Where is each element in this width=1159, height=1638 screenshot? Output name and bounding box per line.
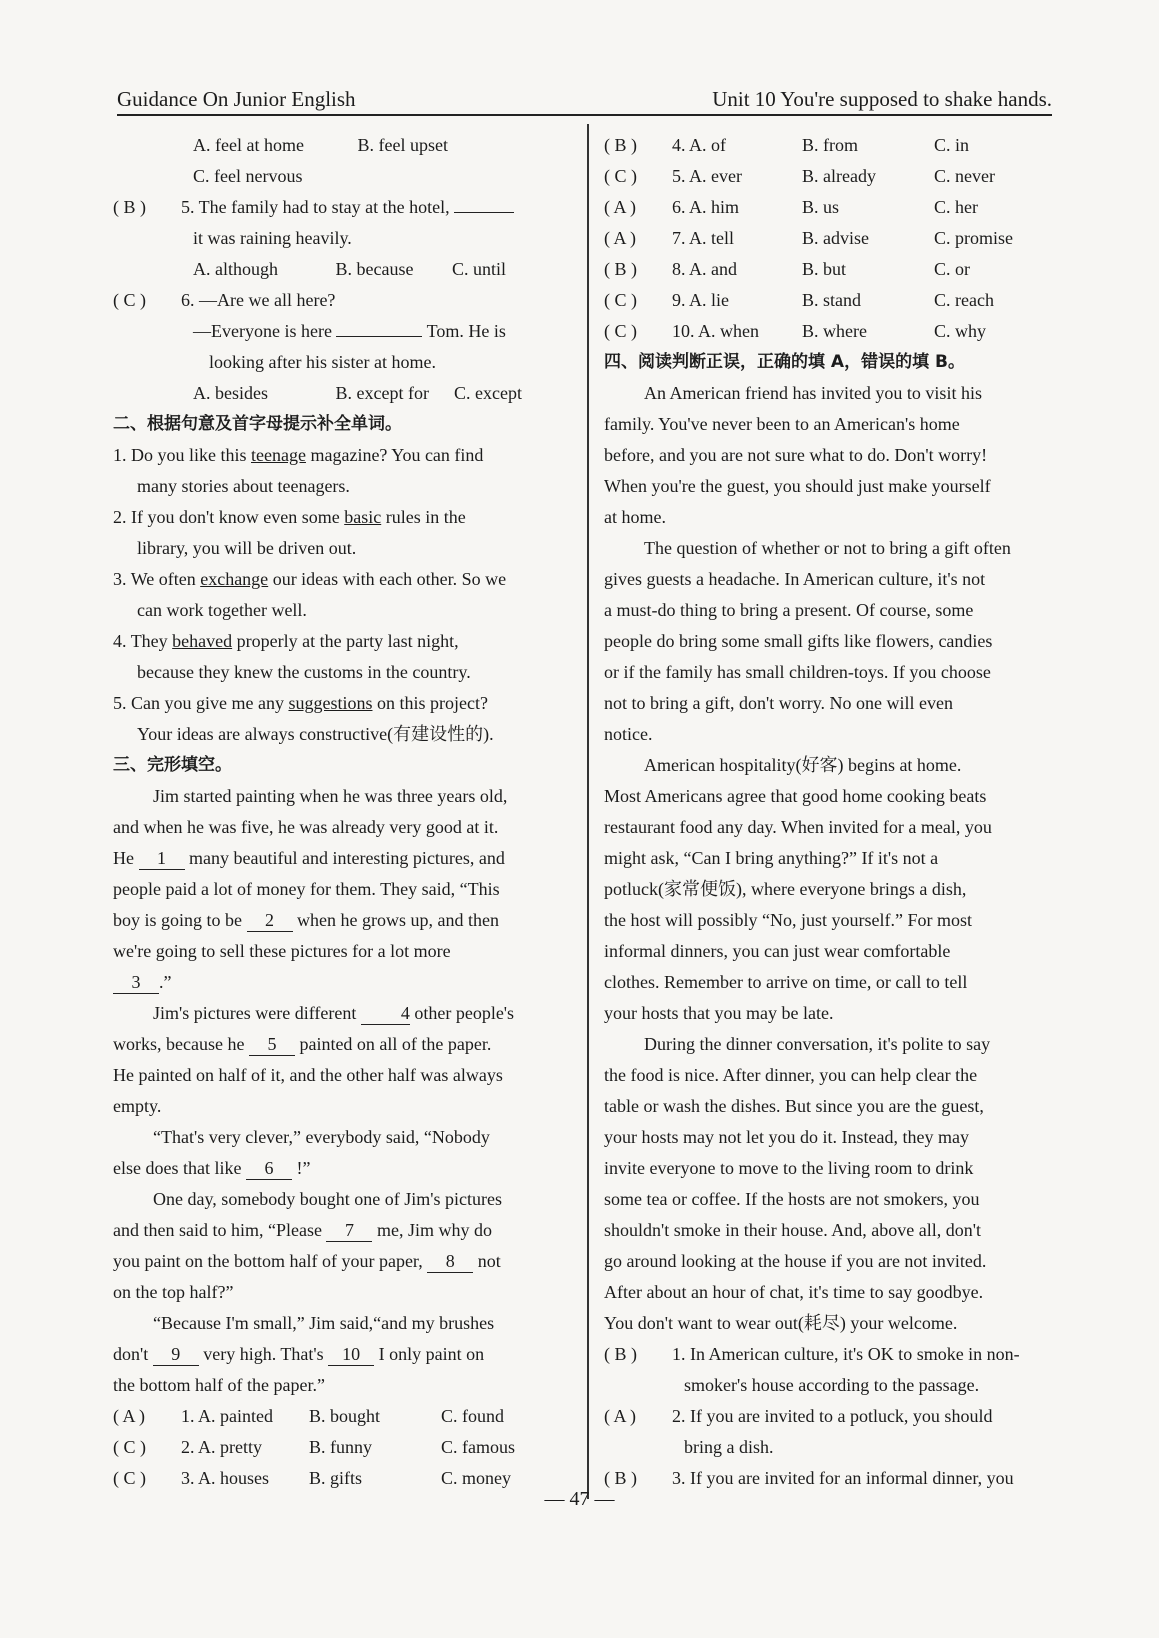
list-item: 3. We often exchange our ideas with each other. So we <box>113 569 507 589</box>
q6-stem: ( C ) 6. —Are we all here? <box>113 285 569 316</box>
cloze-answers-left <box>113 1401 569 1494</box>
column-divider <box>587 124 589 1499</box>
q5-options: A. although B. because C. until <box>193 259 507 279</box>
right-column <box>604 130 1056 1494</box>
answer-mark: ( B ) <box>113 197 146 217</box>
list-item: ( B ) 8. A. and B. but C. or <box>604 259 970 279</box>
list-item: ( B ) 3. If you are invited for an informal dinner, you <box>604 1468 1014 1488</box>
list-item: ( C ) 10. A. when B. where C. why <box>604 321 987 341</box>
q4-option-c: C. feel nervous <box>193 166 303 186</box>
section-3-title: 三、完形填空。 <box>113 755 232 775</box>
cloze-blank: 7 <box>326 1219 372 1242</box>
book-title: Guidance On Junior English <box>117 87 356 111</box>
list-item: 1. Do you like this teenage magazine? You can find <box>113 445 484 465</box>
cloze-blank: 1 <box>139 847 185 870</box>
cloze-blank: 5 <box>249 1033 295 1056</box>
list-item: ( C ) 9. A. lie B. stand C. reach <box>604 290 994 310</box>
answer-blank <box>454 212 514 213</box>
list-item: 4. They behaved properly at the party last night, <box>113 631 459 651</box>
section-2-title: 二、根据句意及首字母提示补全单词。 <box>113 414 402 434</box>
list-item: ( A ) 1. A. painted B. bought C. found <box>113 1406 504 1426</box>
list-item: ( C ) 5. A. ever B. already C. never <box>604 166 995 186</box>
list-item: ( C ) 3. A. houses B. gifts C. money <box>113 1468 511 1488</box>
cloze-blank: 2 <box>247 909 293 932</box>
cloze-blank: 6 <box>246 1157 292 1180</box>
reading-passage: An American friend has invited you to visit his family. You've never been to an American's home before, and you are not sure what to do. Don't worry! When you're the guest, you should just make yourself at home. The question of whether or not to bring a gift often gives guests a headache. In American culture, it's not a must-do thing to bring a present. Of course, some people do bring some small gifts like flowers, candies or if the family has small children-toys. If you choose not to bring a gift, don't worry. No one will even notice. American hospitality(好客) begins at home. Most Americans agree that good home cooking beats restaurant food any day. When invited for a meal, you might ask, “Can I bring anything?” If it's not a potluck(家常便饭), where everyone brings a dish, the host will possibly “No, just yourself.” For most informal dinners, you can just wear comfortable clothes. Remember to arrive on time, or call to tell your hosts that you may be late. During the dinner conversation, it's polite to say the food is nice. After dinner, you can help clear the table or wash the dishes. But since you are the guest, your hosts may not let you do it. Instead, they may invite everyone to move to the living room to drink some tea or coffee. If the hosts are not smokers, you shouldn't smoke in their house. And, above all, don't go around looking at the house if you are not invited. After about an hour of chat, it's time to say goodbye. You don't want to wear out(耗尽) your welcome. <box>604 383 1011 1333</box>
page-header <box>117 82 1052 116</box>
cloze-answers-right <box>604 130 1056 347</box>
list-item: 5. Can you give me any suggestions on this project? <box>113 693 488 713</box>
list-item: ( A ) 2. If you are invited to a potluck, you should <box>604 1406 993 1426</box>
cloze-passage: Jim started painting when he was three years old, and when he was five, he was already very good at it. He 1 many beautiful and interesting pictures, and people paid a lot of money for them. They said, “This boy is going to be 2 when he grows up, and then we're going to sell these pictures for a lot more 3 .” Jim's pictures were different 4 other people's works, because he 5 painted on all of the paper. He painted on half of it, and the other half was always empty. “That's very clever,” everybody said, “Nobody else does that like 6 !” One day, somebody bought one of Jim's pictures and then said to him, “Please 7 me, Jim why do you paint on the bottom half of your paper, 8 not on the top half?” “Because I'm small,” Jim said,“and my brushes don't 9 very high. That's 10 I only paint on the bottom half of the paper.” <box>113 786 515 1395</box>
list-item: ( A ) 6. A. him B. us C. her <box>604 197 978 217</box>
answer-mark: ( C ) <box>113 290 146 310</box>
word-fill-list: 1. Do you like this teenage magazine? You can find many stories about teenagers. 2. If you don't know even some basic rules in the library, you will be driven out. 3. We often exchange our ideas with each other. So we can work together well. 4. They behaved properly at the party last night, because they knew the customs in the country. 5. Can you give me any suggestions on this project? Your ideas are always constructive(有建设性的). <box>113 440 569 750</box>
list-item: ( B ) 1. In American culture, it's OK to smoke in non- <box>604 1344 1020 1364</box>
cloze-blank: 9 <box>153 1343 199 1366</box>
unit-title: Unit 10 You're supposed to shake hands. <box>712 87 1052 111</box>
page-number: — 47 — <box>544 1488 615 1510</box>
q5-stem: ( B ) 5. The family had to stay at the hotel, <box>113 192 569 223</box>
q6-options: A. besides B. except for C. except <box>193 383 522 403</box>
section-4-title: 四、阅读判断正误，正确的填 A，错误的填 B。 <box>604 352 965 372</box>
list-item: ( B ) 4. A. of B. from C. in <box>604 135 970 155</box>
cloze-blank: 10 <box>328 1343 374 1366</box>
cloze-blank: 3 <box>113 971 159 994</box>
left-column: A. feel at home B. feel upset C. feel nervous ( B ) 5. The family had to stay at the hotel, it was raining heavily. A. although B. because C. until ( C ) 6. —Are we all here? —Everyone is here Tom. He is looking after his sister at home. A. besides B. except for C. except 二、根据句意及首字母提示补全单词。 1. Do you like this teenage magazine? You can find many stories about teenagers. 2. If you don't know even some basic rules in the library, you will be driven out. 3. We often exchange our ideas with each other. So we can work together well. 4. They behaved properly at the party last night, because they knew the customs in the country. 5. Can you give me any suggestions on this project? Your ideas are always constructive(有建设性的). 三、完形填空。 Jim started painting when he was three years old, and when he was five, he was already very good at it. He 1 many beautiful and interesting pictures, and people paid a lot of money for them. They said, “This boy is going to be 2 when he grows up, and then we're going to sell these pictures for a lot more 3 .” Jim's pictures were different 4 other people's works, because he 5 painted on all of the paper. He painted on half of it, and the other half was always empty. “That's very clever,” everybody said, “Nobody else does that like 6 !” One day, somebody bought one of Jim's pictures and then said to him, “Please 7 me, Jim why do you paint on the bottom half of your paper, 8 not on the top half?” “Because I'm small,” Jim said,“and my brushes don't 9 very high. That's 10 I only paint on the bottom half of the paper.” ( A ) 1. A. painted B. bought C. found ( C ) 2. A. pretty B. funny C. famous ( C ) 3. A. houses B. gifts C. money <box>113 130 569 1494</box>
cloze-blank: 8 <box>427 1250 473 1273</box>
q4-options-row: A. feel at home B. feel upset <box>193 135 448 155</box>
true-false-questions: ( B ) 1. In American culture, it's OK to smoke in non- smoker's house according to the passage. ( A ) 2. If you are invited to a potluck, you should bring a dish. ( B ) 3. If you are invited for an informal dinner, you <box>604 1339 1056 1494</box>
answer-blank <box>336 336 422 337</box>
cloze-blank: 4 <box>361 1002 410 1025</box>
list-item: ( C ) 2. A. pretty B. funny C. famous <box>113 1437 515 1457</box>
list-item: ( A ) 7. A. tell B. advise C. promise <box>604 228 1013 248</box>
list-item: 2. If you don't know even some basic rules in the <box>113 507 466 527</box>
